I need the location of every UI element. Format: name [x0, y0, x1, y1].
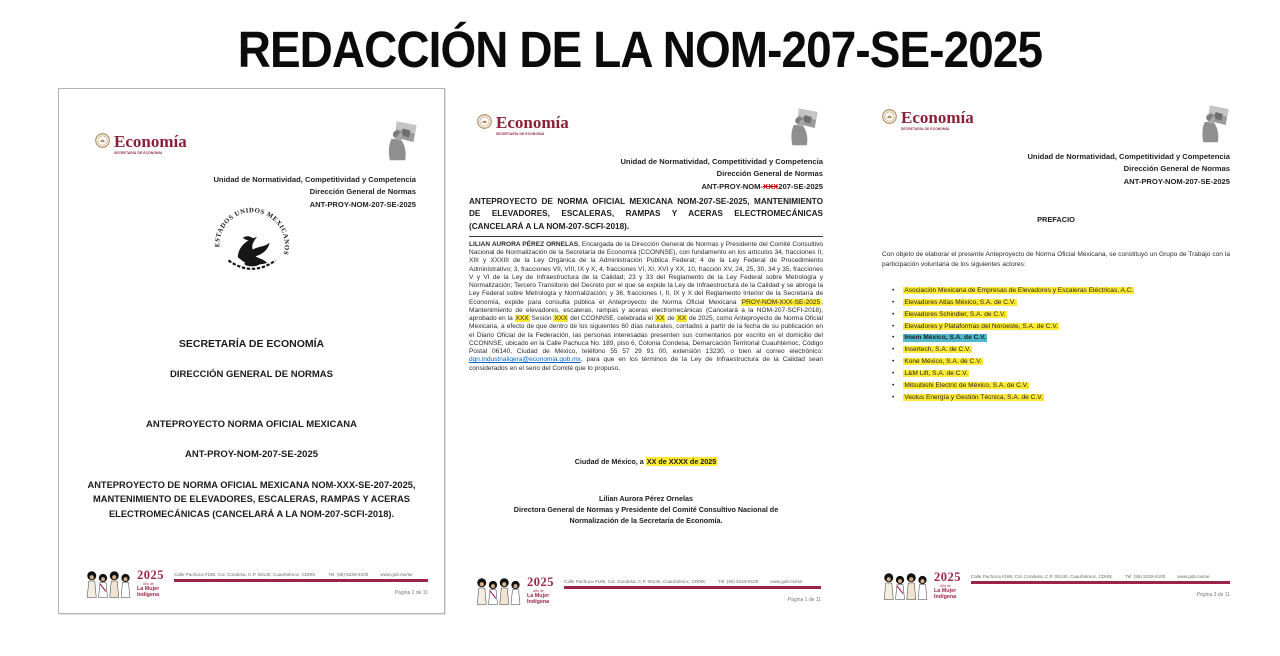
header-direction: Dirección General de Normas	[1123, 164, 1230, 174]
footer-address: Calle Pachuca #189, Col. Condesa, C.P. 06140, Cuauhtémoc, CDMX.	[564, 579, 707, 584]
decree-doc-title: ANTEPROYECTO DE NORMA OFICIAL MEXICANA NOM-207-SE-2025, MANTENIMIENTO DE ELEVADORES, ESCALERAS, RAMPAS Y ACERAS ELECTROMECÁNICAS (CANCELARÁ A LA NOM-207-SCFI-2018).	[469, 197, 823, 231]
economia-wordmark: Economía	[901, 108, 974, 127]
footer-tel: Tel: (55) 5229-9100	[718, 579, 759, 584]
footer-slogan-3: Indígena	[137, 592, 160, 599]
footer-year: 2025	[527, 575, 554, 589]
economia-wordmark: Economía	[496, 113, 569, 132]
footer-slogan-1: Año de	[940, 583, 951, 588]
economia-logo	[95, 133, 187, 155]
footer-slogan-3: Indígena	[934, 594, 957, 601]
highlighted-date: XX de XXXX de 2025	[646, 457, 717, 466]
footer-2025-logo	[137, 569, 164, 598]
header-direction: Dirección General de Normas	[309, 187, 416, 197]
cover-org: SECRETARÍA DE ECONOMÍA	[178, 338, 325, 350]
cover-doc-title: ANTEPROYECTO DE NORMA OFICIAL MEXICANA NOM-XXX-SE-207-2025, MANTENIMIENTO DE ELEVADORES, ESCALERAS, RAMPAS Y ACERAS ELECTROMECÁNICAS (CANCELARÁ A LA NOM-207-SCFI-2018).	[87, 480, 416, 519]
economia-logo	[882, 109, 974, 131]
economia-wordmark-block	[114, 133, 187, 155]
cover-doc-code: ANT-PROY-NOM-207-SE-2025	[184, 449, 319, 460]
header-unit-block	[1027, 151, 1230, 188]
list-item: • L&M Lift, S.A. de C.V.	[892, 370, 1232, 377]
document-page-prefacio	[866, 95, 1246, 615]
prefacio-intro: Con objeto de elaborar el presente Anteproyecto de Norma Oficial Mexicana, se constituyó un Grupo de Trabajo con la participación voluntaria de los siguientes actores:	[882, 251, 1230, 268]
list-item: • Elevadores Atlas México, S.A. de C.V.	[892, 299, 1232, 306]
signer-title-2: Normalización de la Secretaría de Economía.	[569, 516, 723, 526]
cover-doc-type: ANTEPROYECTO NORMA OFICIAL MEXICANA	[146, 419, 357, 430]
document-page-decree	[455, 100, 837, 620]
footer-slogan-1: Año de	[143, 581, 154, 586]
economia-sub-label: SECRETARÍA DE ECONOMÍA	[901, 127, 950, 131]
dateline: Ciudad de México, a XX de XXXX de 2025	[574, 457, 717, 466]
document-page-cover	[58, 88, 445, 614]
highlighted-placeholder: XXX	[515, 315, 529, 323]
patria-flag-icon	[783, 106, 819, 147]
list-item: • Elevadores Schindler, S.A. de C.V.	[892, 311, 1232, 318]
header-unit-block	[620, 156, 823, 193]
header-unit: Unidad de Normatividad, Competitividad y Competencia	[1027, 152, 1230, 161]
header-unit: Unidad de Normatividad, Competitividad y Competencia	[620, 157, 823, 166]
list-item: • Insertech, S.A. de C.V.	[892, 346, 1232, 353]
footer-web: www.gob.mx/se	[380, 572, 413, 577]
decree-body-paragraph: LILIAN AURORA PÉREZ ORNELAS, Encargada de la Dirección General de Normas y Presidente del Comité Consultivo Nacional de Normalización de la Secretaría de Economía (CCONNSE), con fundamento en los artículos 34, fracciones II, XIII y XXXIII de la Ley Orgánica de la Administración Pública Federal; 4 de la Ley Federal de Procedimiento Administrativo; 3, fracciones VII, VIII, IX y X, 4, fracciones VI, XI, XVI y XX, 10, fracción XV, 24, 25, 30, 34 y 35, fracciones V y VI de la Ley de Infraestructura de la Calidad; 23 y 33 del Reglamento de la Ley Federal sobre Metrología y Normalización; Tercero Transitorio del Decreto por el que se expide la Ley de Infraestructura de la Calidad y se abroga la Ley Federal sobre Metrología y Normalización; y 36, fracciones I, II, IX y X del Reglamento Interior de la Secretaría de Economía, expide para consulta pública el Anteproyecto de Norma Oficial Mexicana PROY-NOM-XXX-SE-2025, Mantenimiento de elevadores, escaleras, rampas y aceras electromecánicas (Cancelará a la NOM-207-SCFI-2018), aprobado en la XXX Sesión XXX del CCONNSE, celebrada el XX de XX de 2025, como Anteproyecto de Norma Oficial Mexicana, a efecto de que dentro de los siguientes 60 días naturales, contados a partir de la fecha de su publicación en el Diario Oficial de la Federación, las personas interesadas presenten sus comentarios por escrito en el domicilio del CCONNSE, ubicado en la Calle Pachuca No. 189, piso 6, Colonia Condesa, Demarcación Territorial Cuauhtémoc, Código Postal 06140, Ciudad de México, teléfono 55 57 29 91 00, extensión 13230, o bien al correo electrónico: dgn.industrialigera@economia.gob.mx, para que en los términos de la Ley de Infraestructura de la Calidad sean considerados en el seno del Comité que lo propuso.	[469, 241, 823, 372]
footer-2025-logo	[934, 571, 961, 600]
economia-seal-icon	[95, 133, 110, 148]
economia-sub-label: SECRETARÍA DE ECONOMÍA	[496, 132, 545, 136]
section-title: PREFACIO	[1037, 215, 1075, 224]
footer-year: 2025	[934, 570, 961, 584]
coat-of-arms-text: ESTADOS UNIDOS MEXICANOS	[213, 207, 290, 256]
list-item: • Veolus Energía y Gestión Técnica, S.A. de C.V.	[892, 394, 1232, 401]
footer-address: Calle Pachuca #189, Col. Condesa, C.P. 06140, Cuauhtémoc, CDMX.	[174, 572, 317, 577]
working-group-list	[892, 287, 1232, 405]
highlighted-placeholder: XXX	[554, 315, 568, 323]
footer-web: www.gob.mx/se	[1177, 574, 1210, 579]
economia-wordmark: Economía	[114, 132, 187, 151]
women-figures-icon	[882, 571, 930, 601]
footer-web: www.gob.mx/se	[770, 579, 803, 584]
header-doc-code: ANT-PROY-NOM-207-SE-2025	[309, 199, 416, 209]
page-footer	[475, 576, 821, 606]
page-number: Página 3 de 11	[1196, 592, 1230, 598]
footer-slogan-1: Año de	[533, 588, 544, 593]
economia-seal-icon	[882, 109, 897, 124]
footer-info	[564, 576, 821, 603]
footer-slogan-2: La Mujer	[934, 587, 957, 594]
slide-title: REDACCIÓN DE LA NOM-207-SE-2025	[237, 21, 1043, 78]
list-item: • Kone México, S.A. de C.V.	[892, 358, 1232, 365]
footer-tel: Tel: (55) 5229-9100	[1125, 574, 1166, 579]
footer-info	[971, 571, 1230, 598]
footer-tel: Tel: (55) 5229-9100	[328, 572, 369, 577]
women-figures-icon	[475, 576, 523, 606]
cover-division: DIRECCIÓN GENERAL DE NORMAS	[170, 369, 333, 380]
list-item-selected: • Imem México, S.A. de C.V.	[892, 334, 1232, 341]
header-direction: Dirección General de Normas	[716, 169, 823, 179]
women-figures-icon	[85, 569, 133, 599]
slide-title-wrap	[0, 20, 1280, 79]
economia-wordmark-block	[901, 109, 974, 131]
highlighted-placeholder: XX	[655, 315, 665, 323]
title-divider	[469, 236, 823, 237]
list-item: • Elevadores y Plataformas del Noroeste, S.A. de C.V.	[892, 323, 1232, 330]
highlighted-placeholder: XX	[677, 315, 687, 323]
header-doc-code: ANT-PROY-NOM-207-SE-2025	[1123, 176, 1230, 186]
footer-address: Calle Pachuca #189, Col. Condesa, C.P. 06140, Cuauhtémoc, CDMX.	[971, 574, 1114, 579]
footer-year: 2025	[137, 568, 164, 582]
deleted-code-fragment: XXX	[763, 181, 779, 191]
coat-of-arms-wrap	[59, 205, 444, 294]
signer-name-inline: LILIAN AURORA PÉREZ ORNELAS	[469, 241, 579, 248]
page-footer	[882, 571, 1230, 601]
footer-info	[174, 569, 428, 596]
page-number: Página 1 de 11	[787, 597, 821, 603]
economia-seal-icon	[477, 114, 492, 129]
footer-divider	[564, 586, 821, 589]
footer-slogan-3: Indígena	[527, 599, 550, 606]
economia-sub-label: SECRETARÍA DE ECONOMÍA	[114, 151, 163, 155]
page-number: Página 2 de 11	[394, 590, 428, 596]
footer-slogan-2: La Mujer	[527, 592, 550, 599]
patria-flag-icon	[380, 119, 418, 162]
signer-title-1: Directora General de Normas y Presidente del Comité Consultivo Nacional de	[513, 505, 779, 515]
page-footer	[85, 569, 428, 599]
footer-divider	[971, 581, 1230, 584]
economia-logo	[477, 114, 569, 136]
footer-divider	[174, 579, 428, 582]
email-link[interactable]: dgn.industrialigera@economia.gob.mx	[469, 356, 581, 364]
list-item: • Mitsubishi Electric de México, S.A. de C.V.	[892, 382, 1232, 389]
signature-block	[475, 493, 817, 526]
signer-name: Lilian Aurora Pérez Ornelas	[598, 494, 693, 503]
economia-wordmark-block	[496, 114, 569, 136]
footer-slogan-2: La Mujer	[137, 585, 160, 592]
patria-flag-icon	[1194, 103, 1230, 144]
header-doc-code: ANT-PROY-NOM-XXX207-SE-2025	[701, 181, 823, 191]
list-item: • Asociación Mexicana de Empresas de Elevadores y Escaleras Eléctricas, A.C.	[892, 287, 1232, 294]
footer-2025-logo	[527, 576, 554, 605]
highlighted-code: PROY-NOM-XXX-SE-2025	[741, 298, 821, 306]
header-unit: Unidad de Normatividad, Competitividad y Competencia	[213, 175, 416, 184]
mexico-coat-of-arms-icon	[210, 205, 294, 289]
